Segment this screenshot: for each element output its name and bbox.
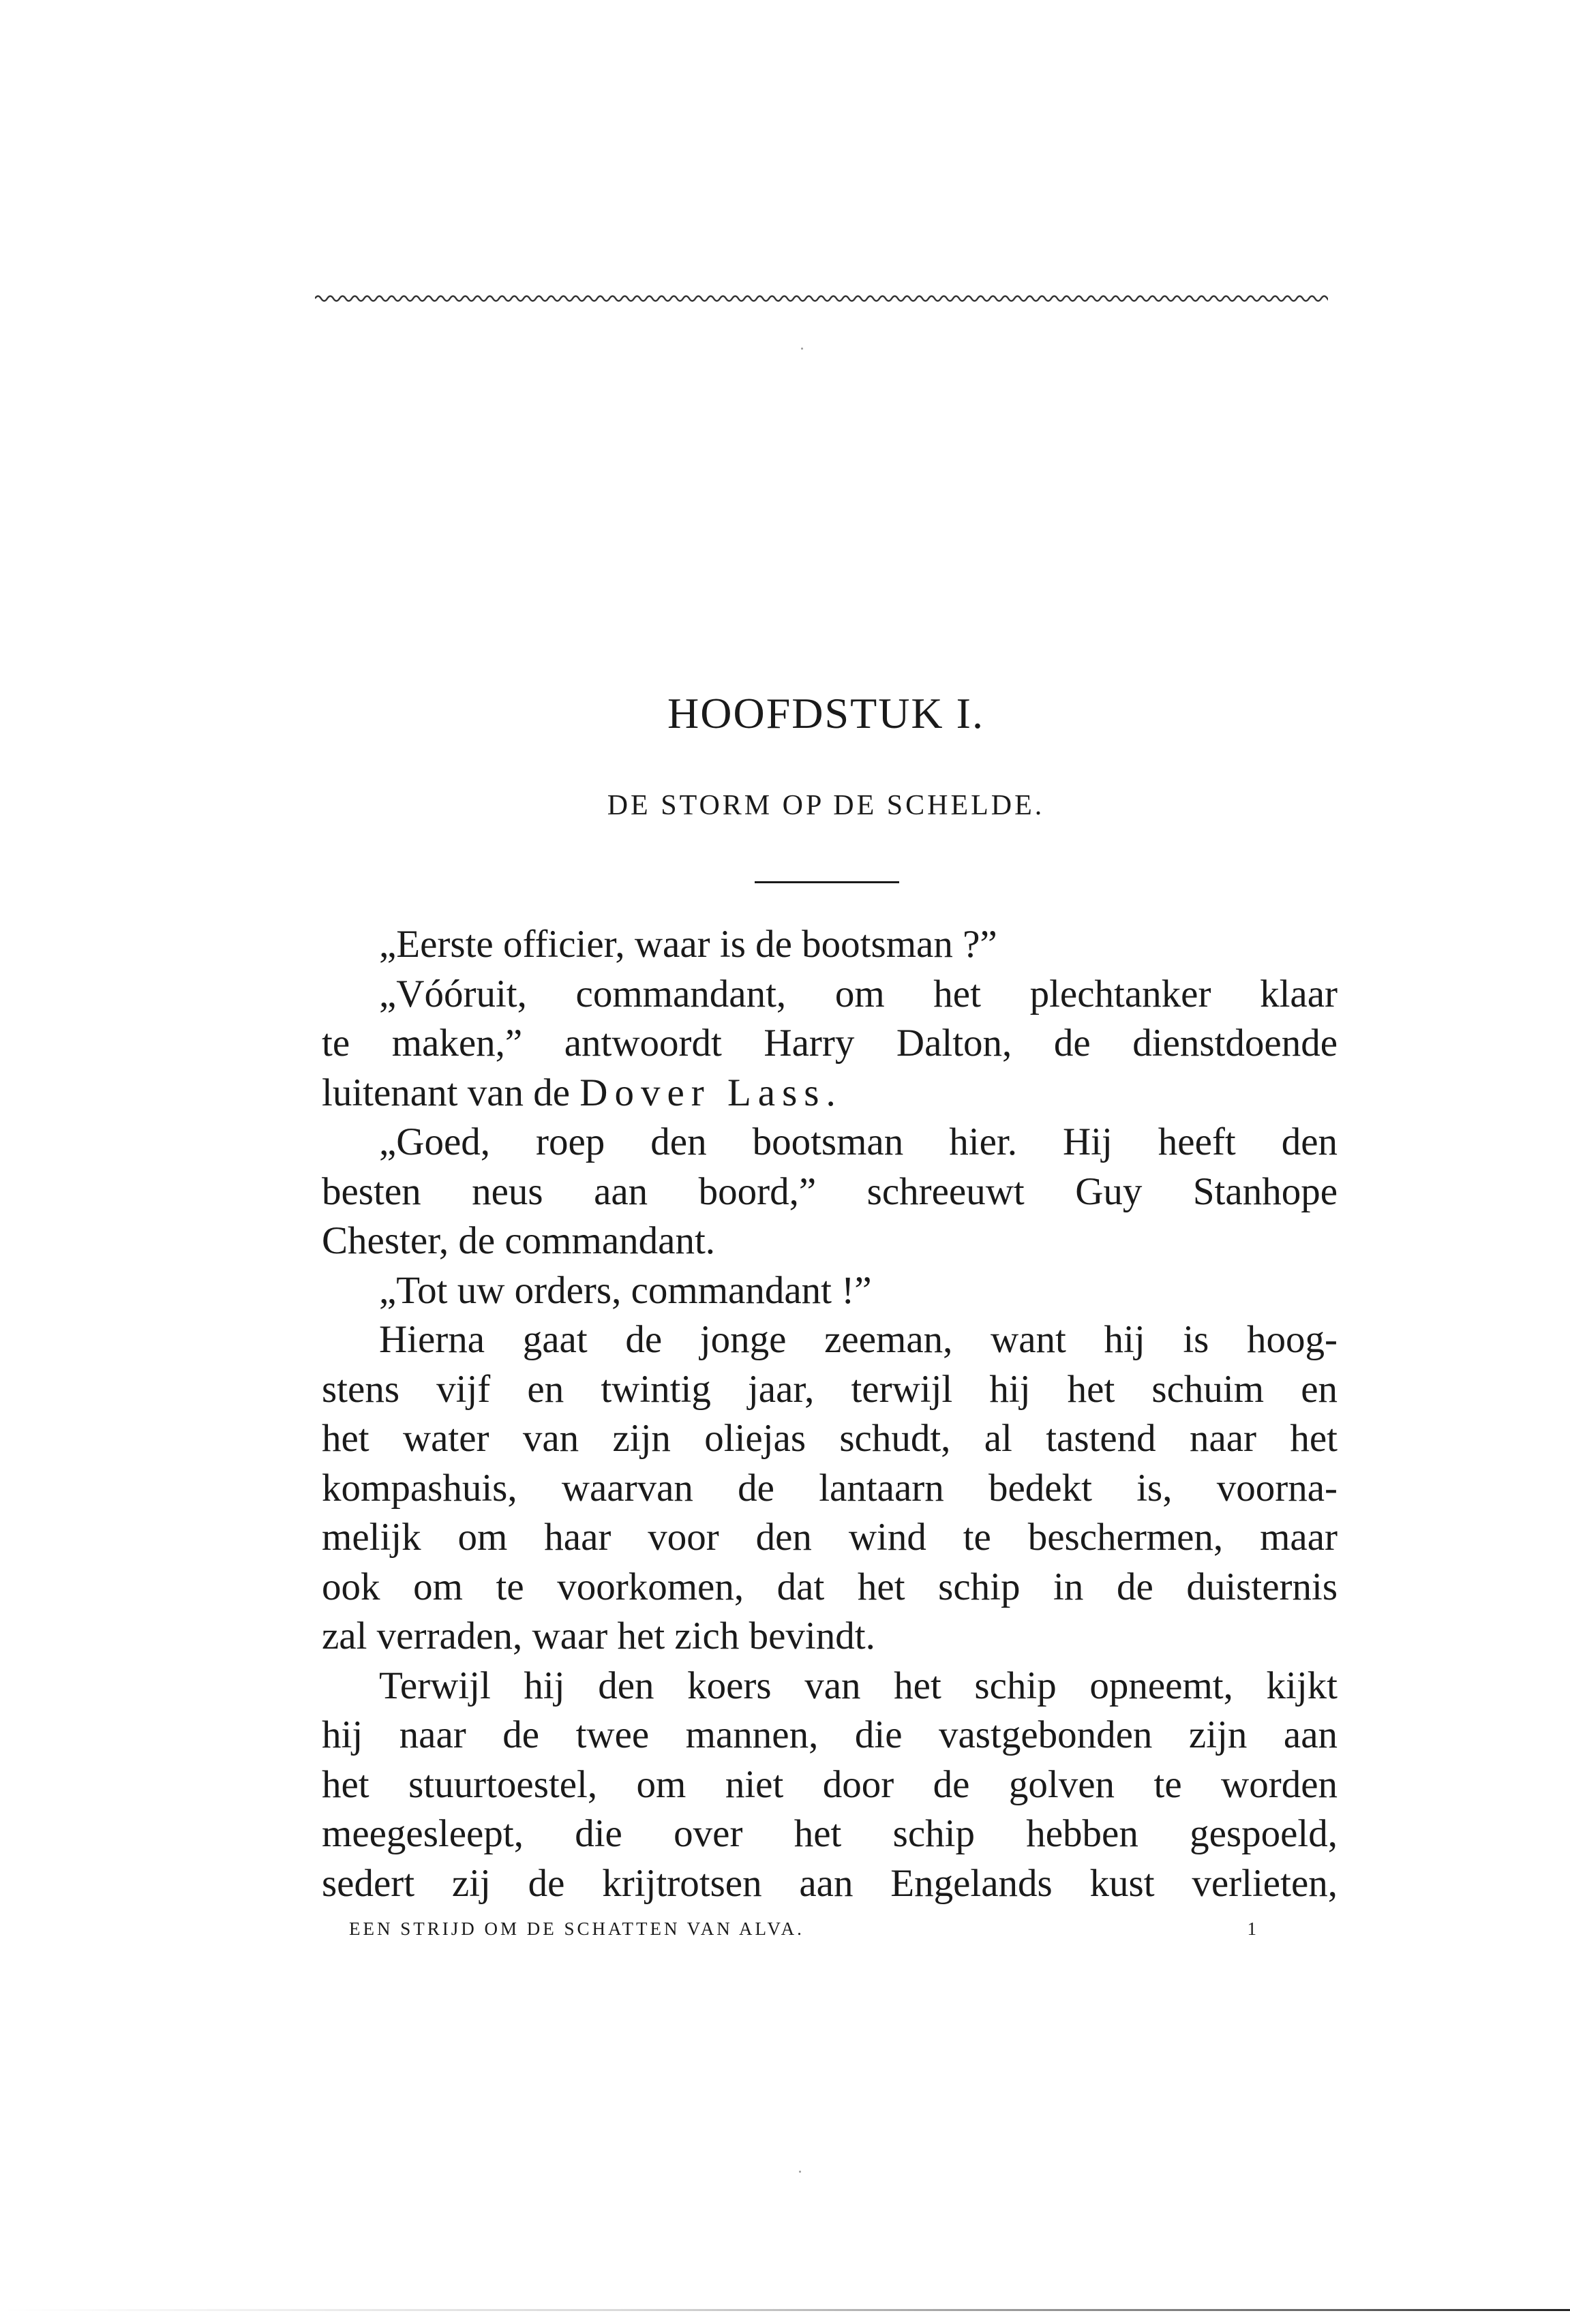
text-line-content: meegesleept, die over het schip hebben gespoeld, (322, 1812, 1338, 1855)
wave-ornament-rule (315, 292, 1328, 305)
text-line-content: luitenant van de (322, 1071, 571, 1114)
text-line (322, 1266, 1338, 1316)
text-line-content: „Vóóruit, commandant, om het plechtanker klaar (379, 972, 1338, 1015)
text-line (322, 1563, 1338, 1612)
title-divider (755, 881, 899, 883)
text-line-content: „Goed, roep den bootsman hier. Hij heeft den (379, 1120, 1338, 1163)
text-line (322, 1612, 1338, 1662)
text-line (322, 1167, 1338, 1217)
text-line (322, 1809, 1338, 1859)
body-text (322, 920, 1338, 1908)
punctuation: . (826, 1071, 836, 1114)
text-line-content: stens vijf en twintig jaar, terwijl hij het schuim en (322, 1367, 1338, 1411)
text-line (322, 920, 1338, 970)
paper-speck (801, 348, 803, 350)
text-line-content: Hierna gaat de jonge zeeman, want hij is hoog- (379, 1318, 1338, 1361)
text-line-content: te maken,” antwoordt Harry Dalton, de dienstdoende (322, 1022, 1338, 1065)
text-line-content: ook om te voorkomen, dat het schip in de duisternis (322, 1565, 1338, 1608)
running-title: EEN STRIJD OM DE SCHATTEN VAN ALVA. (349, 1918, 804, 1939)
text-line-content: „Eerste officier, waar is de bootsman ?” (379, 923, 997, 966)
text-line-content: zal verraden, waar het zich bevindt. (322, 1615, 875, 1657)
chapter-subtitle: DE STORM OP DE SCHELDE. (607, 790, 1045, 821)
text-line (322, 1859, 1338, 1909)
page-bottom-edge (0, 2309, 1570, 2311)
text-line-content: Chester, de commandant. (322, 1219, 716, 1262)
text-line-content: het stuurtoestel, om niet door de golven te worden (322, 1762, 1338, 1806)
text-line (322, 1019, 1338, 1069)
text-line (322, 1414, 1338, 1464)
text-line (322, 1662, 1338, 1711)
text-line (322, 1711, 1338, 1760)
text-line-content: Terwijl hij den koers van het schip opneemt, kijkt (379, 1664, 1338, 1707)
text-line (322, 1464, 1338, 1514)
running-footer (349, 1918, 1259, 1940)
text-line (322, 1069, 1338, 1118)
text-line (322, 970, 1338, 1020)
text-line-content: hij naar de twee mannen, die vastgebonden zijn aan (322, 1713, 1338, 1756)
text-line (322, 1217, 1338, 1266)
text-line (322, 1513, 1338, 1563)
text-line-content: besten neus aan boord,” schreeuwt Guy Stanhope (322, 1169, 1338, 1213)
text-line (322, 1760, 1338, 1810)
text-line (322, 1315, 1338, 1365)
paper-speck (799, 2171, 801, 2173)
text-line-content: het water van zijn oliejas schudt, al tastend naar het (322, 1417, 1338, 1460)
text-line-content: „Tot uw orders, commandant !” (379, 1268, 872, 1312)
text-line-content: sedert zij de krijtrotsen aan Engelands kust verlieten, (322, 1861, 1338, 1905)
signature-mark: 1 (1247, 1918, 1259, 1939)
chapter-title: HOOFDSTUK I. (667, 689, 984, 737)
text-line-content: melijk om haar voor den wind te beschermen, maar (322, 1516, 1338, 1559)
text-line (322, 1365, 1338, 1415)
text-line (322, 1118, 1338, 1167)
text-line-content: kompashuis, waarvan de lantaarn bedekt is, voorna- (322, 1466, 1338, 1510)
ship-name: Dover Lass (579, 1071, 826, 1114)
